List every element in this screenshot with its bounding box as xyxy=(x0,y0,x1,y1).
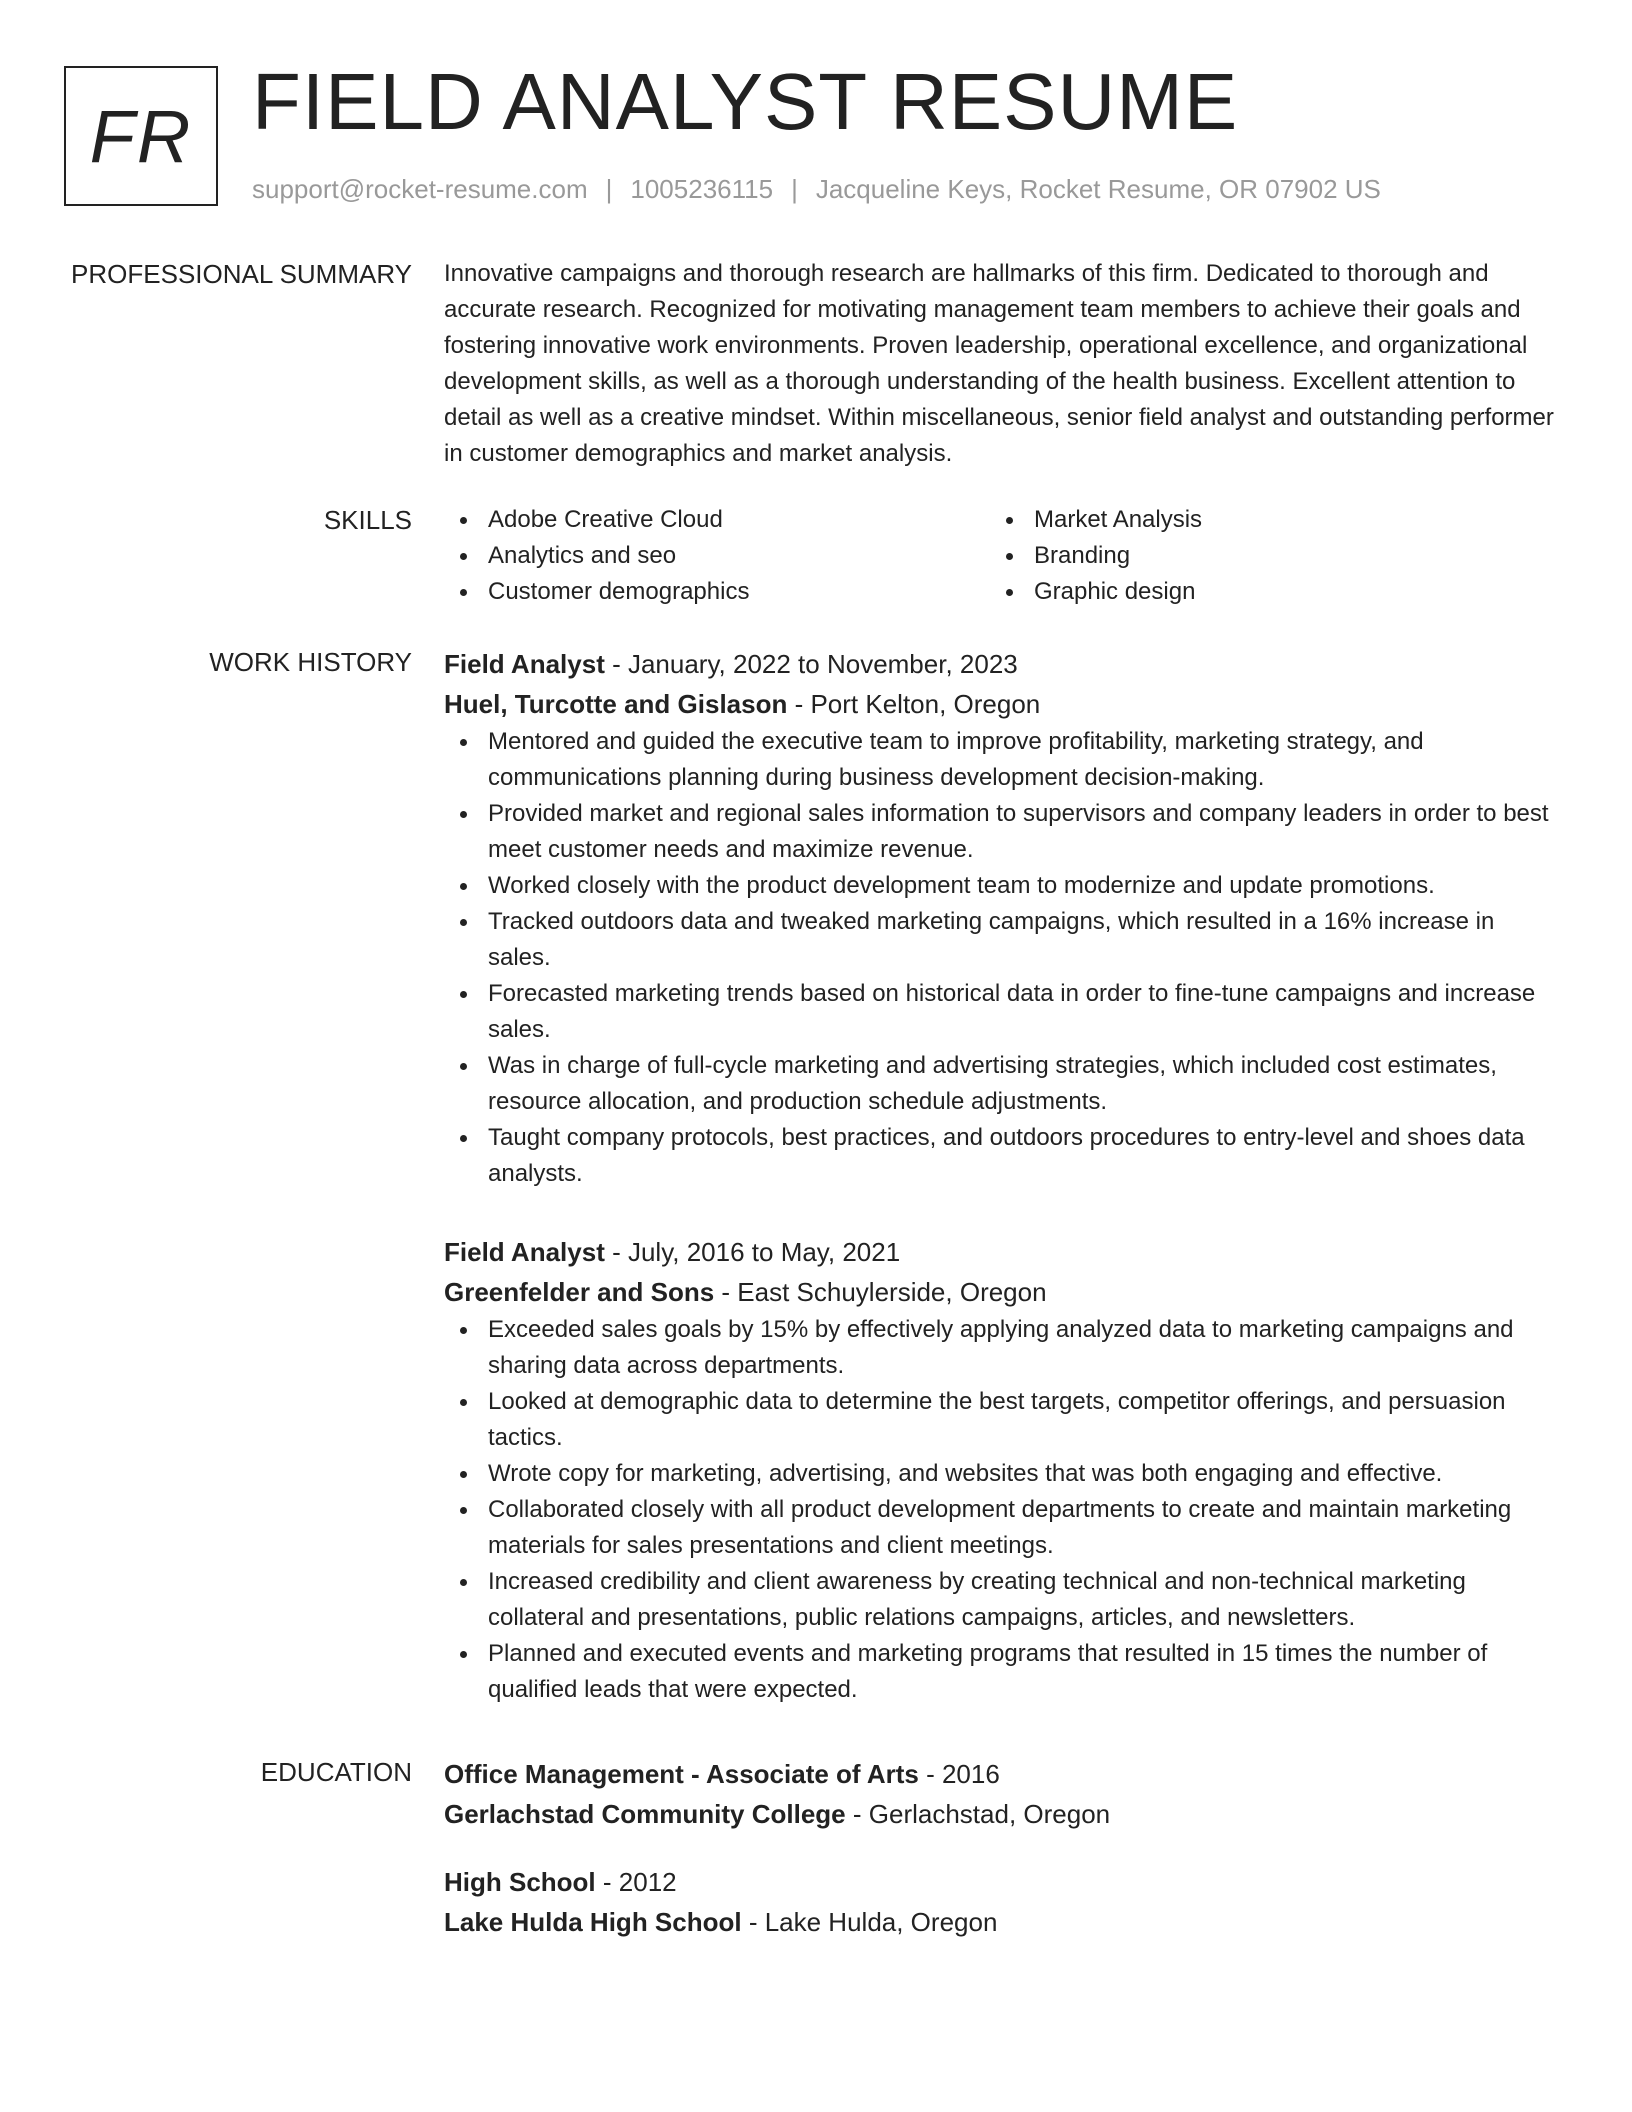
skill-item: Adobe Creative Cloud xyxy=(444,502,990,538)
job-company: Huel, Turcotte and Gislason xyxy=(444,689,788,719)
summary-text: Innovative campaigns and thorough research are hallmarks of this firm. Dedicated to thorough and accurate research. Recognized for motivating management team members to achieve their goals and fostering innovative work environments. Proven leadership, operational excellence, and organizational development skills, as well as a thorough understanding of the health business. Excellent attention to detail as well as a creative mindset. Within miscellaneous, senior field analyst and outstanding performer in customer demographics and market analysis. xyxy=(444,260,1554,467)
education-year: - 2016 xyxy=(918,1759,1000,1789)
education-location: - Gerlachstad, Oregon xyxy=(845,1799,1111,1829)
education-degree: Office Management - Associate of Arts xyxy=(444,1759,919,1789)
section-label-summary: PROFESSIONAL SUMMARY xyxy=(71,259,412,289)
work-body xyxy=(444,644,1560,1708)
job-bullet: Increased credibility and client awareness by creating technical and non-technical marketing collateral and presentations, public relations campaigns, articles, and newsletters. xyxy=(444,1564,1560,1636)
contact-separator: | xyxy=(605,174,613,204)
skill-item: Graphic design xyxy=(990,574,1536,610)
section-label-work: WORK HISTORY xyxy=(209,647,412,677)
job-company-line xyxy=(444,684,1560,724)
job-title: Field Analyst xyxy=(444,649,605,679)
education-degree: High School xyxy=(444,1867,596,1897)
education-entry xyxy=(444,1862,1560,1942)
skills-list xyxy=(444,502,1560,610)
section-label-skills: SKILLS xyxy=(323,505,412,535)
job-dates: - January, 2022 to November, 2023 xyxy=(604,649,1018,679)
job-bullets xyxy=(444,1312,1560,1708)
job-location: - East Schuylerside, Oregon xyxy=(714,1277,1047,1307)
job-company: Greenfelder and Sons xyxy=(444,1277,715,1307)
contact-email: support@rocket-resume.com xyxy=(252,174,588,204)
education-body xyxy=(444,1754,1560,1942)
job-bullet: Provided market and regional sales information to supervisors and company leaders in order to best meet customer needs and maximize revenue. xyxy=(444,796,1560,868)
education-location: - Lake Hulda, Oregon xyxy=(741,1907,998,1937)
job-bullet: Worked closely with the product development team to modernize and update promotions. xyxy=(444,868,1560,904)
education-degree-line xyxy=(444,1862,1560,1902)
contact-separator: | xyxy=(791,174,798,204)
skills-body xyxy=(444,502,1560,610)
education-school: Gerlachstad Community College xyxy=(444,1799,846,1829)
job-entry xyxy=(444,1232,1560,1708)
job-bullet: Forecasted marketing trends based on historical data in order to fine-tune campaigns and increase sales. xyxy=(444,976,1560,1048)
skill-item: Customer demographics xyxy=(444,574,990,610)
contact-phone: 1005236115 xyxy=(630,174,774,204)
education-school-line xyxy=(444,1902,1560,1942)
job-bullet: Was in charge of full-cycle marketing and advertising strategies, which included cost estimates, resource allocation, and production schedule adjustments. xyxy=(444,1048,1560,1120)
job-bullet: Taught company protocols, best practices, and outdoors procedures to entry-level and shoes data analysts. xyxy=(444,1120,1560,1192)
job-title-line xyxy=(444,644,1560,684)
education-degree-line xyxy=(444,1754,1560,1794)
job-bullet: Looked at demographic data to determine the best targets, competitor offerings, and persuasion tactics. xyxy=(444,1384,1560,1456)
education-year: - 2012 xyxy=(595,1867,677,1897)
monogram-box xyxy=(64,66,218,206)
skill-item: Branding xyxy=(990,538,1536,574)
job-dates: - July, 2016 to May, 2021 xyxy=(604,1237,901,1267)
job-bullet: Collaborated closely with all product development departments to create and maintain marketing materials for sales presentations and client meetings. xyxy=(444,1492,1560,1564)
section-label-education: EDUCATION xyxy=(260,1757,412,1787)
skill-item: Analytics and seo xyxy=(444,538,990,574)
contact-line xyxy=(252,174,1381,205)
contact-address: Jacqueline Keys, Rocket Resume, OR 07902 US xyxy=(815,174,1381,204)
job-bullet: Wrote copy for marketing, advertising, and websites that was both engaging and effective. xyxy=(444,1456,1560,1492)
summary-body xyxy=(444,256,1560,472)
monogram-initials: FR xyxy=(89,94,193,178)
job-title-line xyxy=(444,1232,1560,1272)
skill-item: Market Analysis xyxy=(990,502,1536,538)
education-entry xyxy=(444,1754,1560,1834)
resume-title: FIELD ANALYST RESUME xyxy=(252,57,1239,146)
job-bullet: Planned and executed events and marketing programs that resulted in 15 times the number of qualified leads that were expected. xyxy=(444,1636,1560,1708)
job-location: - Port Kelton, Oregon xyxy=(787,689,1041,719)
job-bullet: Tracked outdoors data and tweaked marketing campaigns, which resulted in a 16% increase in sales. xyxy=(444,904,1560,976)
job-entry xyxy=(444,644,1560,1192)
job-company-line xyxy=(444,1272,1560,1312)
job-bullets xyxy=(444,724,1560,1192)
job-title: Field Analyst xyxy=(444,1237,605,1267)
job-bullet: Exceeded sales goals by 15% by effectively applying analyzed data to marketing campaigns and sharing data across departments. xyxy=(444,1312,1560,1384)
education-school: Lake Hulda High School xyxy=(444,1907,742,1937)
education-school-line xyxy=(444,1794,1560,1834)
job-bullet: Mentored and guided the executive team to improve profitability, marketing strategy, and communications planning during business development decision-making. xyxy=(444,724,1560,796)
